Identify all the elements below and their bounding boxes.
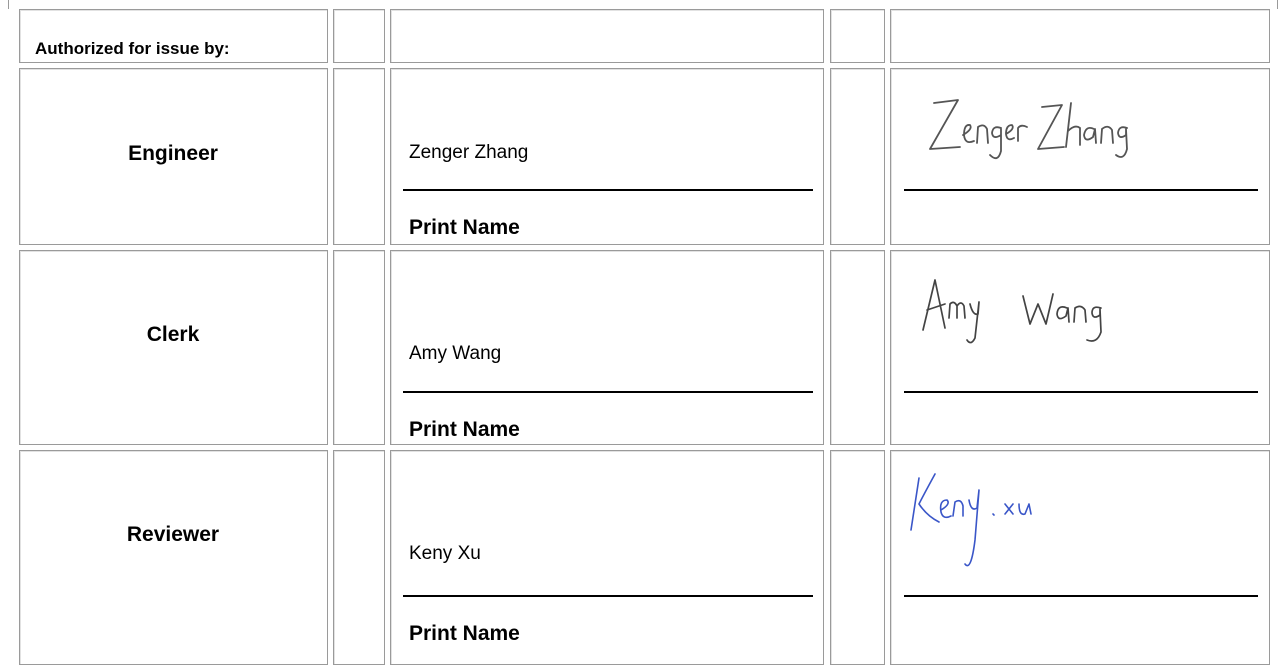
- signature-image-keny-xu: [905, 460, 1105, 580]
- print-name-caption: Print Name: [409, 622, 520, 645]
- spacer-cell: [830, 68, 885, 245]
- header-spacer-cell-2: [830, 9, 885, 63]
- spacer-cell: [830, 450, 885, 665]
- print-name-caption: Print Name: [409, 216, 520, 239]
- signature-line: [904, 189, 1258, 191]
- role-label-engineer: Engineer: [128, 142, 218, 165]
- printed-name: Amy Wang: [409, 343, 502, 364]
- printed-name: Zenger Zhang: [409, 142, 529, 163]
- signature-line: [904, 595, 1258, 597]
- role-cell: [19, 450, 328, 665]
- printed-name: Keny Xu: [409, 543, 481, 564]
- name-underline: [403, 595, 813, 597]
- spacer-cell: [830, 250, 885, 445]
- spacer-cell: [333, 450, 385, 665]
- signature-image-amy-wang: [915, 268, 1155, 348]
- header-signature-cell: [890, 9, 1270, 63]
- header-name-cell: [390, 9, 824, 63]
- print-name-caption: Print Name: [409, 418, 520, 441]
- name-underline: [403, 391, 813, 393]
- spacer-cell: [333, 250, 385, 445]
- role-cell: [19, 250, 328, 445]
- spacer-cell: [333, 68, 385, 245]
- authorized-for-issue-label: Authorized for issue by:: [35, 39, 230, 58]
- role-label-clerk: Clerk: [146, 323, 200, 346]
- name-underline: [403, 189, 813, 191]
- signature-image-zenger-zhang: [900, 85, 1170, 160]
- role-label-reviewer: Reviewer: [126, 523, 220, 546]
- signature-line: [904, 391, 1258, 393]
- header-spacer-cell-1: [333, 9, 385, 63]
- table-top-frame: [8, 0, 1278, 9]
